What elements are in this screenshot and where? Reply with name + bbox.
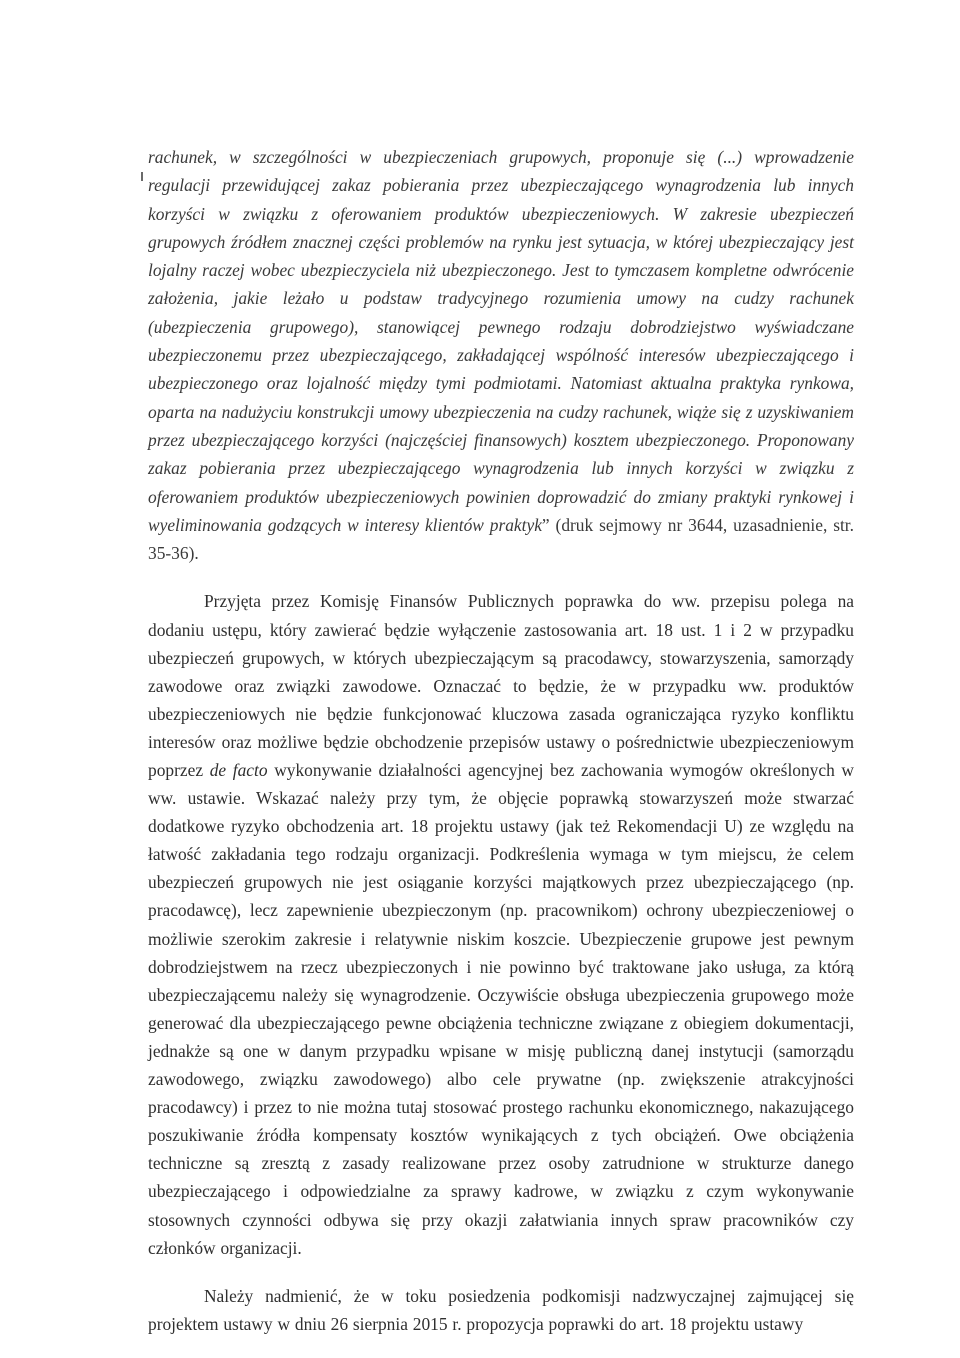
latin-term: de facto <box>209 760 268 781</box>
committee-amendment-paragraph <box>148 587 854 1261</box>
paragraph-text-continued: wykonywanie działalności agencyjnej bez zachowania wymogów określonych w ww. ustawie. Wskazać należy przy tym, że objęcie poprawką stowarzyszeń może stwarzać dodatkowe ryzyko obchodzenia art. 18 projektu ustawy (jak też Rekomendacji U) ze względu na łatwość zakładania tego rodzaju organizacji. Podkreślenia wymaga w tym miejscu, że celem ubezpieczeń grupowych nie jest osiąganie korzyści majątkowych przez ubezpieczającego (np. pracodawcę), lecz zapewnienie ubezpieczonym (np. pracownikom) ochrony ubezpieczeniowej o możliwie szerokim zakresie i relatywnie niskim koszcie. Ubezpieczenie grupowe jest pewnym dobrodziejstwem na rzecz ubezpieczonych i nie powinno być traktowane jako usługa, za którą ubezpieczającemu należy się wynagrodzenie. Oczywiście obsługa ubezpieczenia grupowego może generować dla ubezpieczającego pewne obciążenia techniczne związane z obiegiem dokumentacji, jednakże są one w danym przypadku wpisane w misję publiczną danej instytucji (samorządu zawodowego, związku zawodowego) albo cele prywatne (np. zwiększenie atrakcyjności pracodawcy) i przez to nie można tutaj stosować prostego rachunku ekonomicznego, nakazującego poszukiwanie źródła kompensaty kosztów wynikających z tych obciążeń. Owe obciążenia techniczne są zresztą z zasady realizowane przez osoby zatrudnione w strukturze danego ubezpieczającego i odpowiedzialne za sprawy kadrowe, w związku z czym wykonywanie stosownych czynności odbywa się przy okazji załatwiania innych spraw pracowników czy członków organizacji. <box>148 760 854 1258</box>
paragraph-text: Przyjęta przez Komisję Finansów Publicznych poprawka do ww. przepisu polega na dodaniu ustępu, który zawierać będzie wyłączenie zastosowania art. 18 ust. 1 i 2 w przypadku ubezpieczeń grupowych, w których ubezpieczającym są pracodawcy, stowarzyszenia, samorządy zawodowe oraz związki zawodowe. Oznaczać to będzie, że w przypadku ww. produktów ubezpieczeniowych nie będzie funkcjonować kluczowa zasada ograniczająca ryzyko konfliktu interesów oraz możliwe będzie obchodzenie przepisów ustawy o pośrednictwie ubezpieczeniowym poprzez <box>148 591 854 781</box>
quote-text: rachunek, w szczególności w ubezpieczeniach grupowych, proponuje się (...) wprowadzenie regulacji przewidującej zakaz pobierania przez ubezpieczającego wynagrodzenia lub innych korzyści w związku z oferowaniem produktów ubezpieczeniowych. W zakresie ubezpieczeń grupowych źródłem znacznej części problemów na rynku jest sytuacja, w której ubezpieczający jest lojalny raczej wobec ubezpieczyciela niż ubezpieczonego. Jest to tymczasem kompletne odwrócenie założenia, jakie leżało u podstaw tradycyjnego rozumienia umowy na cudzy rachunek (ubezpieczenia grupowego), stanowiącej pewnego rodzaju dobrodziejstwo wyświadczane ubezpieczonemu przez ubezpieczającego, zakładającej wspólność interesów ubezpieczającego i ubezpieczonego oraz lojalność między tymi podmiotami. Natomiast aktualna praktyka rynkowa, oparta na nadużyciu konstrukcji umowy ubezpieczenia na cudzy rachunek, wiąże się z uzyskiwaniem przez ubezpieczającego korzyści (najczęściej finansowych) kosztem ubezpieczonego. Proponowany zakaz pobierania przez ubezpieczającego wynagrodzenia lub innych korzyści w związku z oferowaniem produktów ubezpieczeniowych powinien doprowadzić do zmiany praktyki rynkowej i wyeliminowania godzących w interesy klientów praktyk <box>148 147 854 535</box>
quoted-justification-paragraph <box>148 143 854 567</box>
quote-citation: ” (druk sejmowy nr 3644, uzasadnienie, str. 35-36). <box>148 514 854 564</box>
margin-mark <box>141 172 143 181</box>
document-body <box>148 143 854 1338</box>
paragraph-text: Należy nadmienić, że w toku posiedzenia podkomisji nadzwyczajnej zajmującej się projektem ustawy w dniu 26 sierpnia 2015 r. propozycja poprawki do art. 18 projektu ustawy <box>148 1285 854 1334</box>
subcommittee-paragraph <box>148 1282 854 1338</box>
